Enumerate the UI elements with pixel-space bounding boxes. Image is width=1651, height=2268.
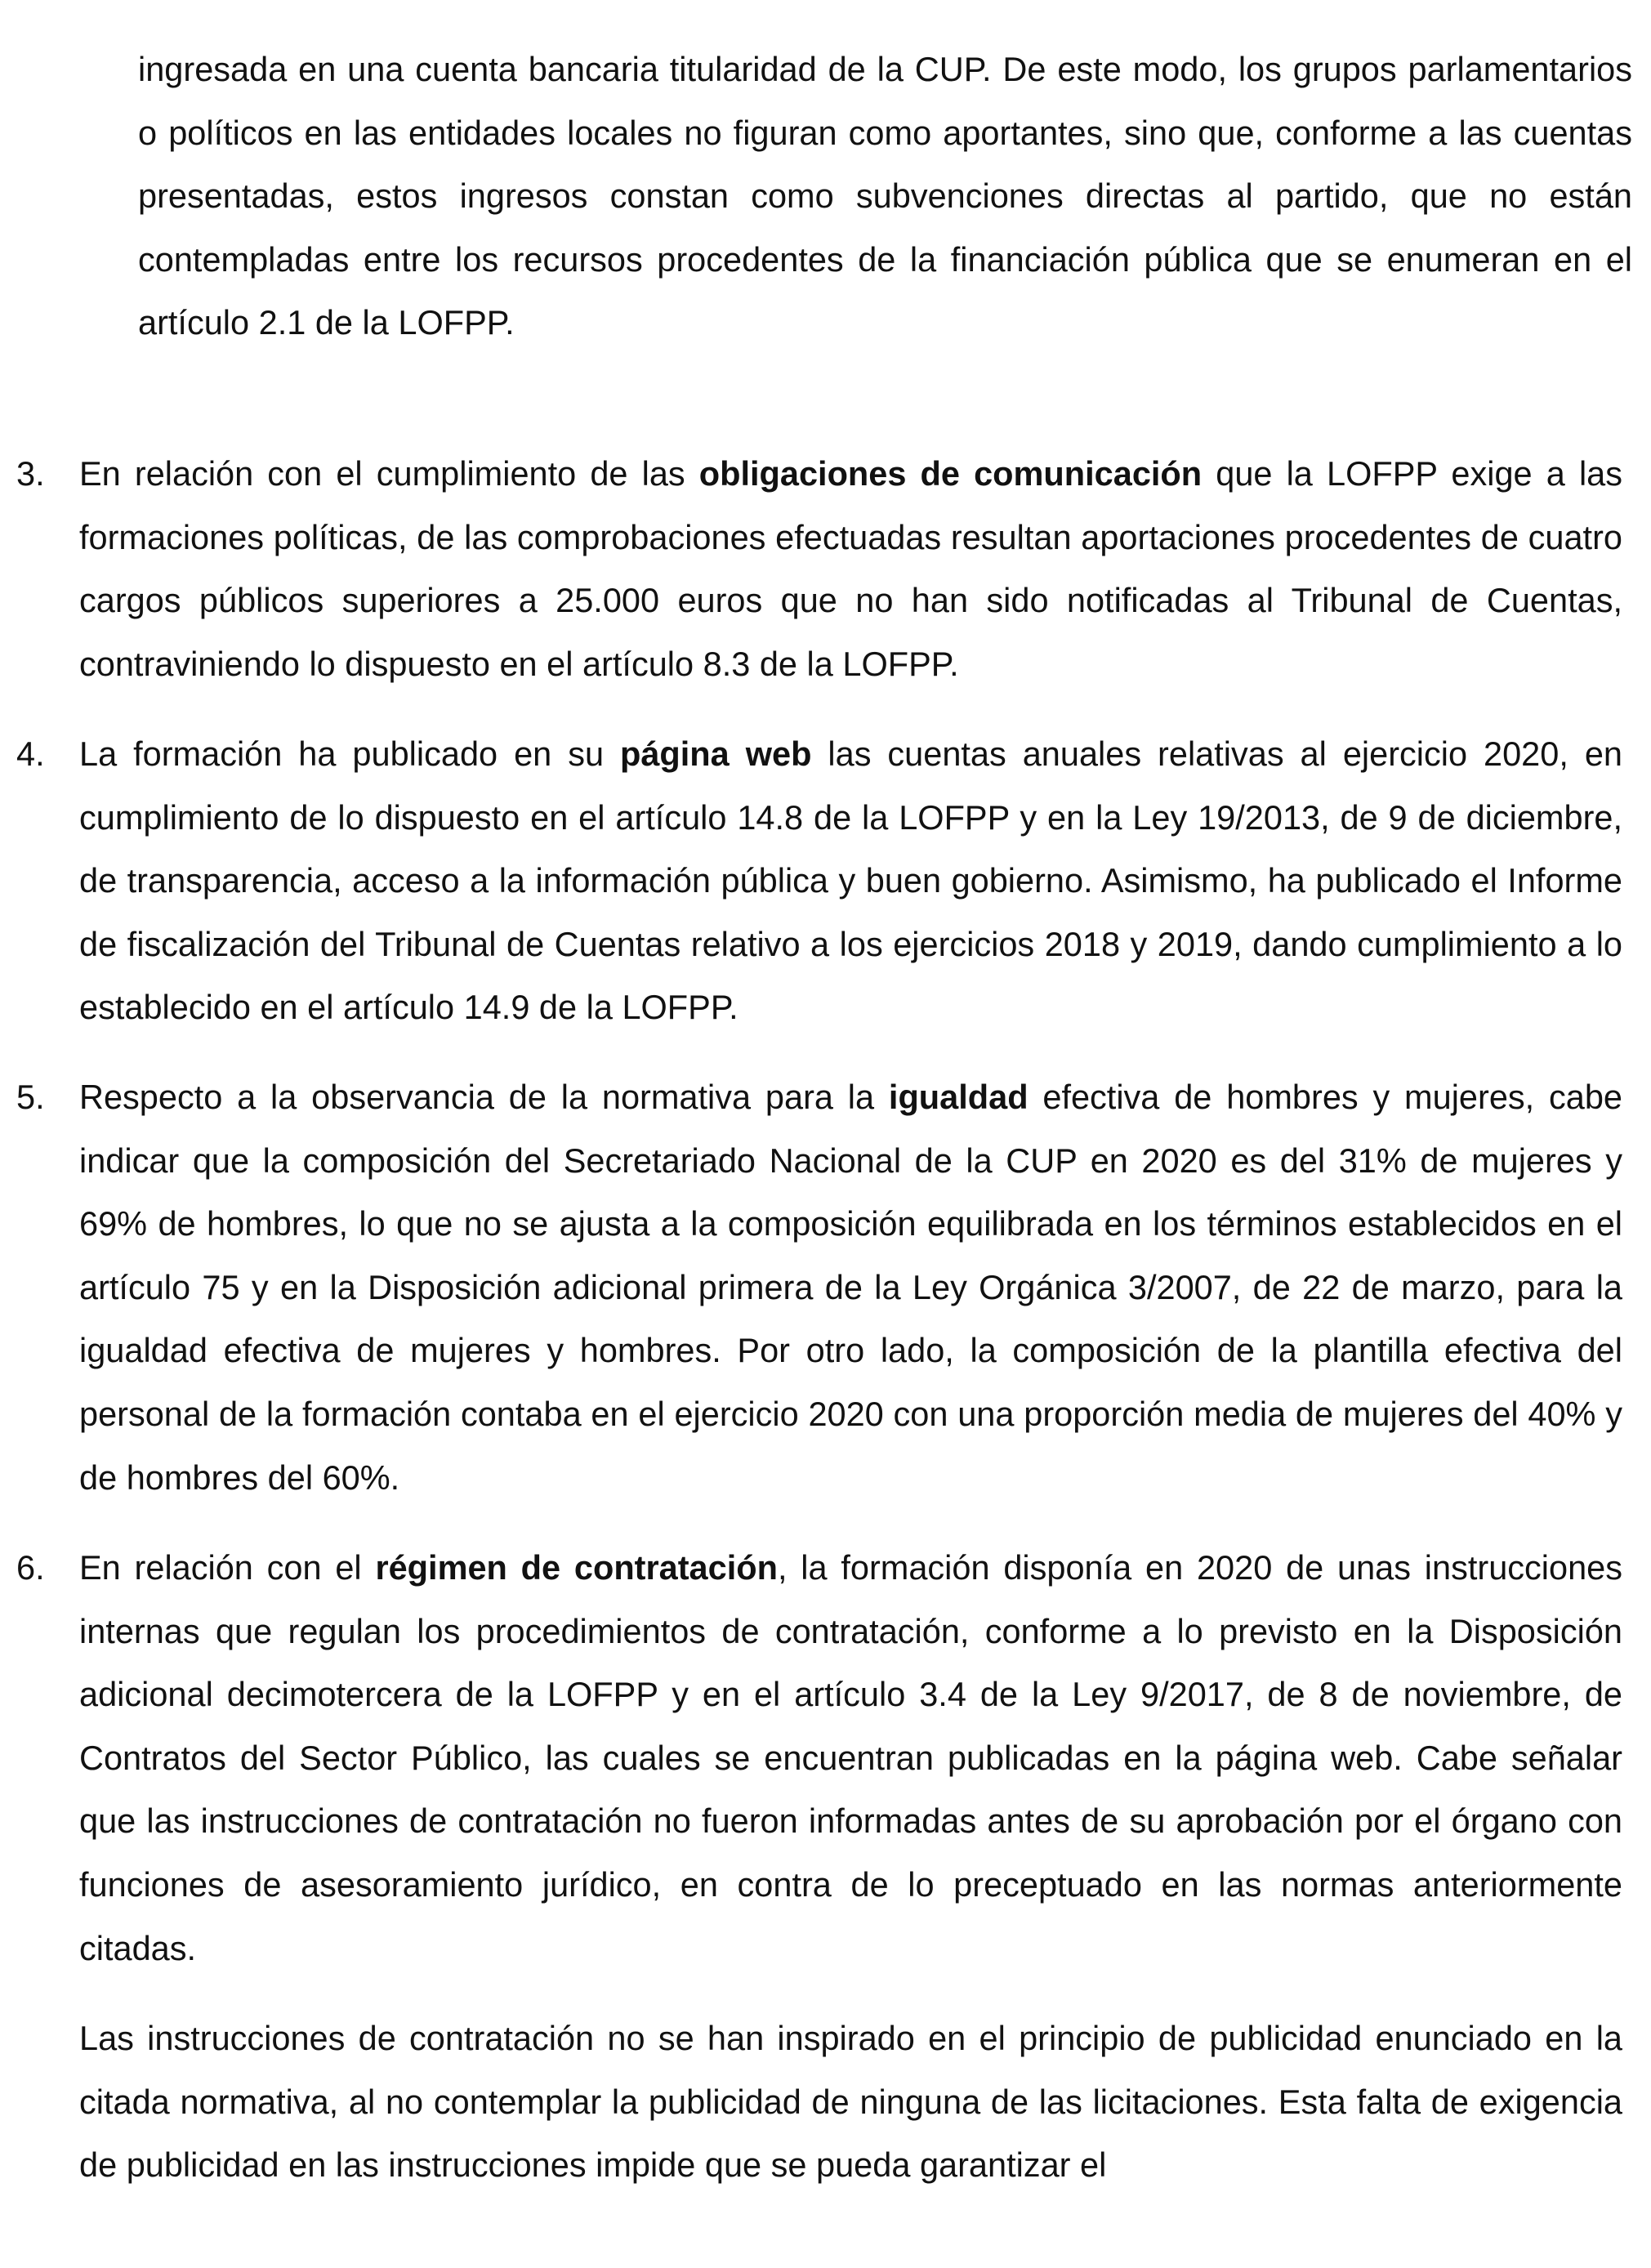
item-bold-term: página web [620,734,812,773]
item-text-after: las cuentas anuales relativas al ejercicio 2020, en cumplimiento de lo dispuesto en el artículo 14.8 de la LOFPP y en la Ley 19/2013, de 9 de diciembre, de transparencia, acceso a la información pública y buen gobierno. Asimismo, ha publicado el Informe de fiscalización del Tribunal de Cuentas relativo a los ejercicios 2018 y 2019, dando cumplimiento a lo establecido en el artículo 14.9 de la LOFPP. [79,734,1622,1027]
item-number: 3. [16,454,45,493]
continuation-paragraph: ingresada en una cuenta bancaria titularidad de la CUP. De este modo, los grupos parlamentarios o políticos en las entidades locales no figuran como aportantes, sino que, conforme a las cuentas presentadas, estos ingresos constan como subvenciones directas al partido, que no están contempladas entre los recursos procedentes de la financiación pública que se enumeran en el artículo 2.1 de la LOFPP. [138,50,1632,342]
item-bold-term: régimen de contratación [375,1548,778,1587]
item-paragraph [79,1536,1622,1980]
item-number: 5. [16,1078,45,1116]
item-bold-term: obligaciones de comunicación [698,454,1203,493]
item-number: 4. [16,734,45,773]
item-bold-term: igualdad [888,1078,1029,1116]
item-text-before: La formación ha publicado en su [79,734,620,773]
item-paragraph [79,442,1622,695]
item-text-before: En relación con el cumplimiento de las [79,454,699,493]
item-number: 6. [16,1548,45,1587]
final-paragraph: Las instrucciones de contratación no se han inspirado en el principio de publicidad enunciado en la citada normativa, al no contemplar la publicidad de ninguna de las licitaciones. Esta falta de exigencia de publicidad en las instrucciones impide que se pueda garantizar el [79,2019,1622,2185]
item-paragraph [79,1065,1622,1509]
item-text-after: efectiva de hombres y mujeres, cabe indicar que la composición del Secretariado Nacional de la CUP en 2020 es del 31% de mujeres y 69% de hombres, lo que no se ajusta a la composición equilibrada en los términos establecidos en el artículo 75 y en la Disposición adicional primera de la Ley Orgánica 3/2007, de 22 de marzo, para la igualdad efectiva de mujeres y hombres. Por otro lado, la composición de la plantilla efectiva del personal de la formación contaba en el ejercicio 2020 con una proporción media de mujeres del 40% y de hombres del 60%. [79,1078,1622,1497]
item-text-after: que la LOFPP exige a las formaciones políticas, de las comprobaciones efectuadas resultan aportaciones procedentes de cuatro cargos públicos superiores a 25.000 euros que no han sido notificadas al Tribunal de Cuentas, contraviniendo lo dispuesto en el artículo 8.3 de la LOFPP. [79,454,1622,683]
item-text-after: , la formación disponía en 2020 de unas instrucciones internas que regulan los procedimientos de contratación, conforme a lo previsto en la Disposición adicional decimotercera de la LOFPP y en el artículo 3.4 de la Ley 9/2017, de 8 de noviembre, de Contratos del Sector Público, las cuales se encuentran publicadas en la página web. Cabe señalar que las instrucciones de contratación no fueron informadas antes de su aprobación por el órgano con funciones de asesoramiento jurídico, en contra de lo preceptuado en las normas anteriormente citadas. [79,1548,1622,1967]
item-text-before: Respecto a la observancia de la normativa para la [79,1078,889,1116]
item-paragraph [79,722,1622,1039]
item-text-before: En relación con el [79,1548,376,1587]
